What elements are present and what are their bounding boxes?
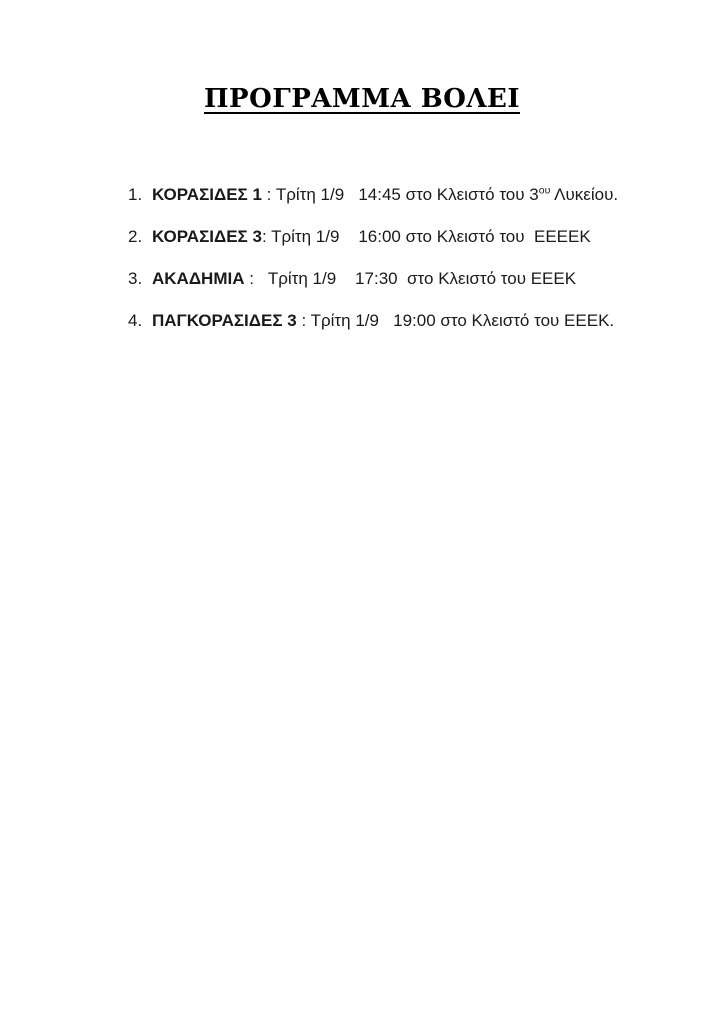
match-details: Τρίτη 1/9 19:00 στο Κλειστό του ΕΕΕΚ. [310,311,615,330]
item-content [152,226,591,248]
team-name: ΚΟΡΑΣΙΔΕΣ 3 [152,227,262,246]
item-number: 2. [128,227,143,246]
document-title: ΠΡΟΓΡΑΜΜΑ ΒΟΛΕΙ [204,84,520,114]
separator: : [296,311,311,330]
match-details-continued: Λυκείου. [550,185,619,204]
item-content [152,268,576,290]
team-name: ΑΚΑΔΗΜΙΑ [152,269,245,288]
match-details: Τρίτη 1/9 16:00 στο Κλειστό του ΕΕΕΕΚ [271,227,591,246]
team-name: ΠΑΓΚΟΡΑΣΙΔΕΣ 3 [152,311,297,330]
match-details: Τρίτη 1/9 14:45 στο Κλειστό του 3 [275,185,539,204]
schedule-item [128,310,684,332]
schedule-item [128,226,684,248]
item-number: 3. [128,269,143,288]
schedule-item [128,184,684,206]
item-content [152,184,618,206]
match-details: Τρίτη 1/9 17:30 στο Κλειστό του ΕΕΕΚ [267,269,577,288]
separator: : [244,269,268,288]
separator: : [261,227,272,246]
item-number: 4. [128,311,143,330]
schedule-item [128,268,684,290]
item-content [152,310,614,332]
team-name: ΚΟΡΑΣΙΔΕΣ 1 [152,185,262,204]
ordinal-superscript: ου [538,184,551,197]
separator: : [261,185,276,204]
item-number: 1. [128,185,143,204]
schedule-list [128,184,684,352]
